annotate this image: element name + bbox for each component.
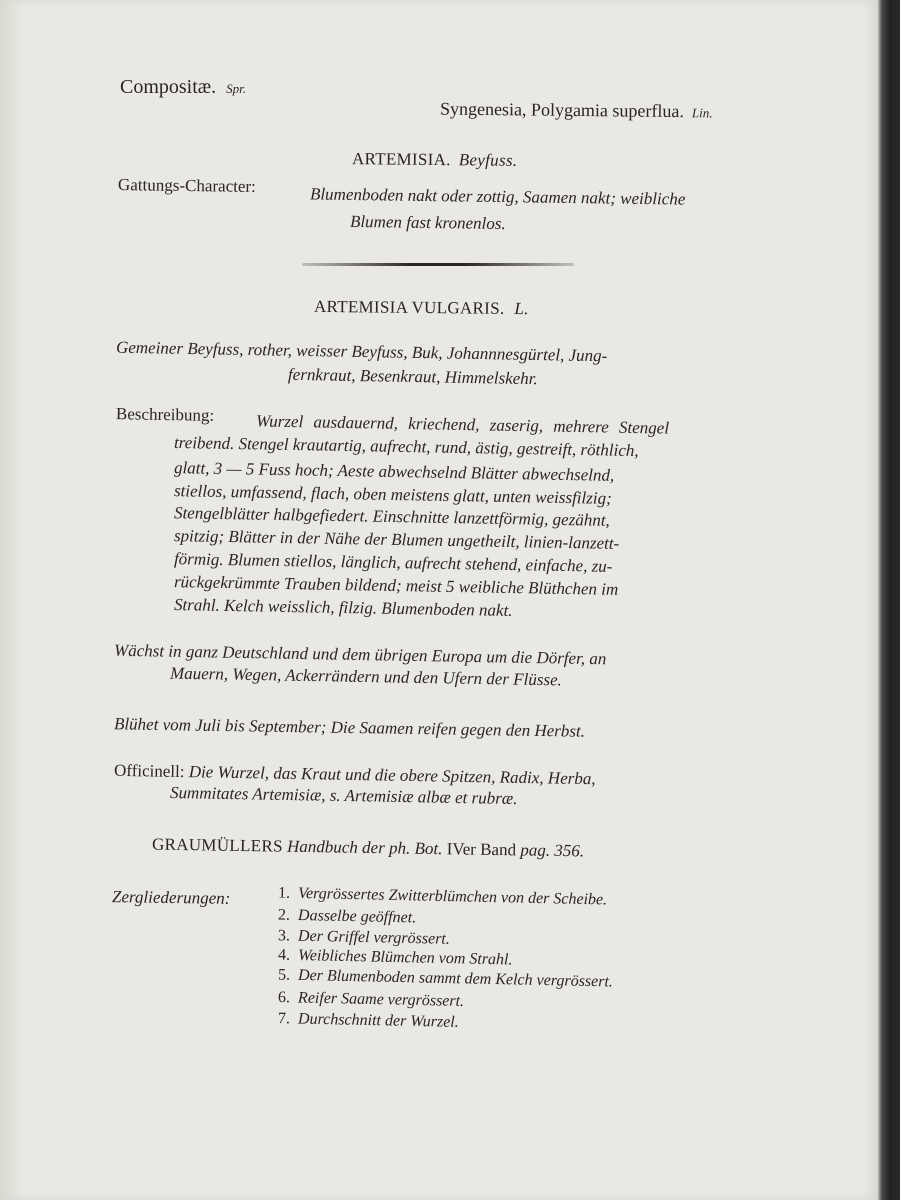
dissection-number: 2.	[277, 906, 291, 924]
genus-character-label: Gattungs-Character:	[117, 175, 256, 196]
description-line: glatt, 3 — 5 Fuss hoch; Aeste abwechselnd Blätter abwechselnd,	[173, 458, 615, 485]
dissection-text: Weibliches Blümchen vom Strahl.	[297, 946, 513, 969]
divider-rule	[302, 263, 574, 266]
dissection-number: 4.	[277, 946, 291, 964]
dissection-number: 6.	[277, 989, 291, 1007]
officinal-line-2: Summitates Artemisiæ, s. Artemisiæ albæ et rubræ.	[169, 782, 518, 809]
reference-title: Handbuch der ph. Bot.	[286, 836, 443, 859]
linnean-class-text: Syngenesia, Polygamia superflua.	[439, 98, 685, 122]
description-line: treibend. Stengel krautartig, aufrecht, rund, ästig, gestreift, röthlich,	[173, 432, 639, 461]
dissection-item	[278, 966, 613, 991]
family-name: Compositæ.	[120, 76, 217, 98]
dissection-text: Der Griffel vergrössert.	[297, 927, 451, 948]
habitat-line-2: Mauern, Wegen, Ackerrändern und den Ufern der Flüsse.	[169, 663, 563, 690]
dissection-item	[278, 907, 417, 928]
description-line: Stengelblätter halbgefiedert. Einschnitte lanzettförmig, gezähnt,	[173, 503, 610, 530]
officinal-label: Officinell:	[113, 760, 185, 782]
family-heading	[120, 76, 246, 99]
dissection-item	[278, 885, 607, 910]
dissection-number: 7.	[277, 1010, 291, 1028]
linnean-author: Lin.	[691, 105, 713, 121]
dissections-label: Zergliederungen:	[111, 887, 231, 908]
description-line: spitzig; Blätter in der Nähe der Blumen ungetheilt, linien-lanzett-	[173, 526, 620, 553]
reference-volume: IVer	[446, 839, 477, 859]
dissection-number: 1.	[277, 884, 291, 902]
dissection-text: Durchschnitt der Wurzel.	[297, 1010, 459, 1031]
species-name: ARTEMISIA VULGARIS.	[313, 296, 505, 318]
dissection-text: Vergrössertes Zwitterblümchen von der Scheibe.	[297, 884, 608, 909]
description-label: Beschreibung:	[115, 404, 215, 425]
dissection-item	[278, 927, 450, 949]
dissection-item	[278, 989, 464, 1011]
flowering-time: Blühet vom Juli bis September; Die Saamen reifen gegen den Herbst.	[113, 714, 586, 741]
dissection-item	[278, 1010, 459, 1032]
species-author: L.	[514, 298, 529, 319]
species-heading	[314, 297, 529, 319]
dissection-text: Reifer Saame vergrössert.	[297, 989, 465, 1010]
description-line: Wurzel ausdauernd, kriechend, zaserig, mehrere Stengel	[255, 411, 670, 438]
dissection-text: Der Blumenboden sammt dem Kelch vergrössert.	[297, 966, 614, 991]
dissection-text: Dasselbe geöffnet.	[297, 906, 417, 927]
page-edge-shadow	[878, 0, 900, 1200]
genus-heading	[352, 149, 518, 171]
dissection-item	[278, 947, 513, 970]
description-line: Strahl. Kelch weisslich, filzig. Blumenboden nakt.	[173, 595, 513, 620]
common-names-line-1: Gemeiner Beyfuss, rother, weisser Beyfuss, Buk, Johannnesgürtel, Jung-	[115, 337, 608, 366]
dissection-number: 3.	[277, 927, 291, 945]
reference-line	[152, 835, 584, 862]
reference-author: GRAUMÜLLERS	[151, 834, 283, 856]
genus-name: ARTEMISIA.	[351, 149, 451, 170]
officinal-line-1: Die Wurzel, das Kraut und die obere Spitzen, Radix, Herba,	[188, 762, 596, 789]
genus-character-line-1: Blumenboden nakt oder zottig, Saamen nakt; weibliche	[309, 184, 686, 209]
common-names-line-2: fernkraut, Besenkraut, Himmelskehr.	[287, 364, 538, 389]
reference-band: Band	[480, 839, 517, 860]
description-line: rückgekrümmte Trauben bildend; meist 5 weibliche Blüthchen im	[173, 572, 619, 599]
genus-character-line-2: Blumen fast kronenlos.	[349, 211, 506, 234]
description-line: förmig. Blumen stiellos, länglich, aufrecht stehend, einfache, zu-	[173, 549, 613, 576]
linnean-class	[440, 99, 713, 123]
description-line: stiellos, umfassend, flach, oben meistens glatt, unten weissfilzig;	[173, 481, 612, 508]
family-author: Spr.	[226, 81, 247, 96]
reference-page: pag. 356.	[520, 840, 585, 861]
dissection-number: 5.	[277, 966, 291, 984]
genus-common-name: Beyfuss.	[458, 150, 518, 170]
habitat-line-1: Wächst in ganz Deutschland und dem übrigen Europa um die Dörfer, an	[113, 640, 607, 669]
